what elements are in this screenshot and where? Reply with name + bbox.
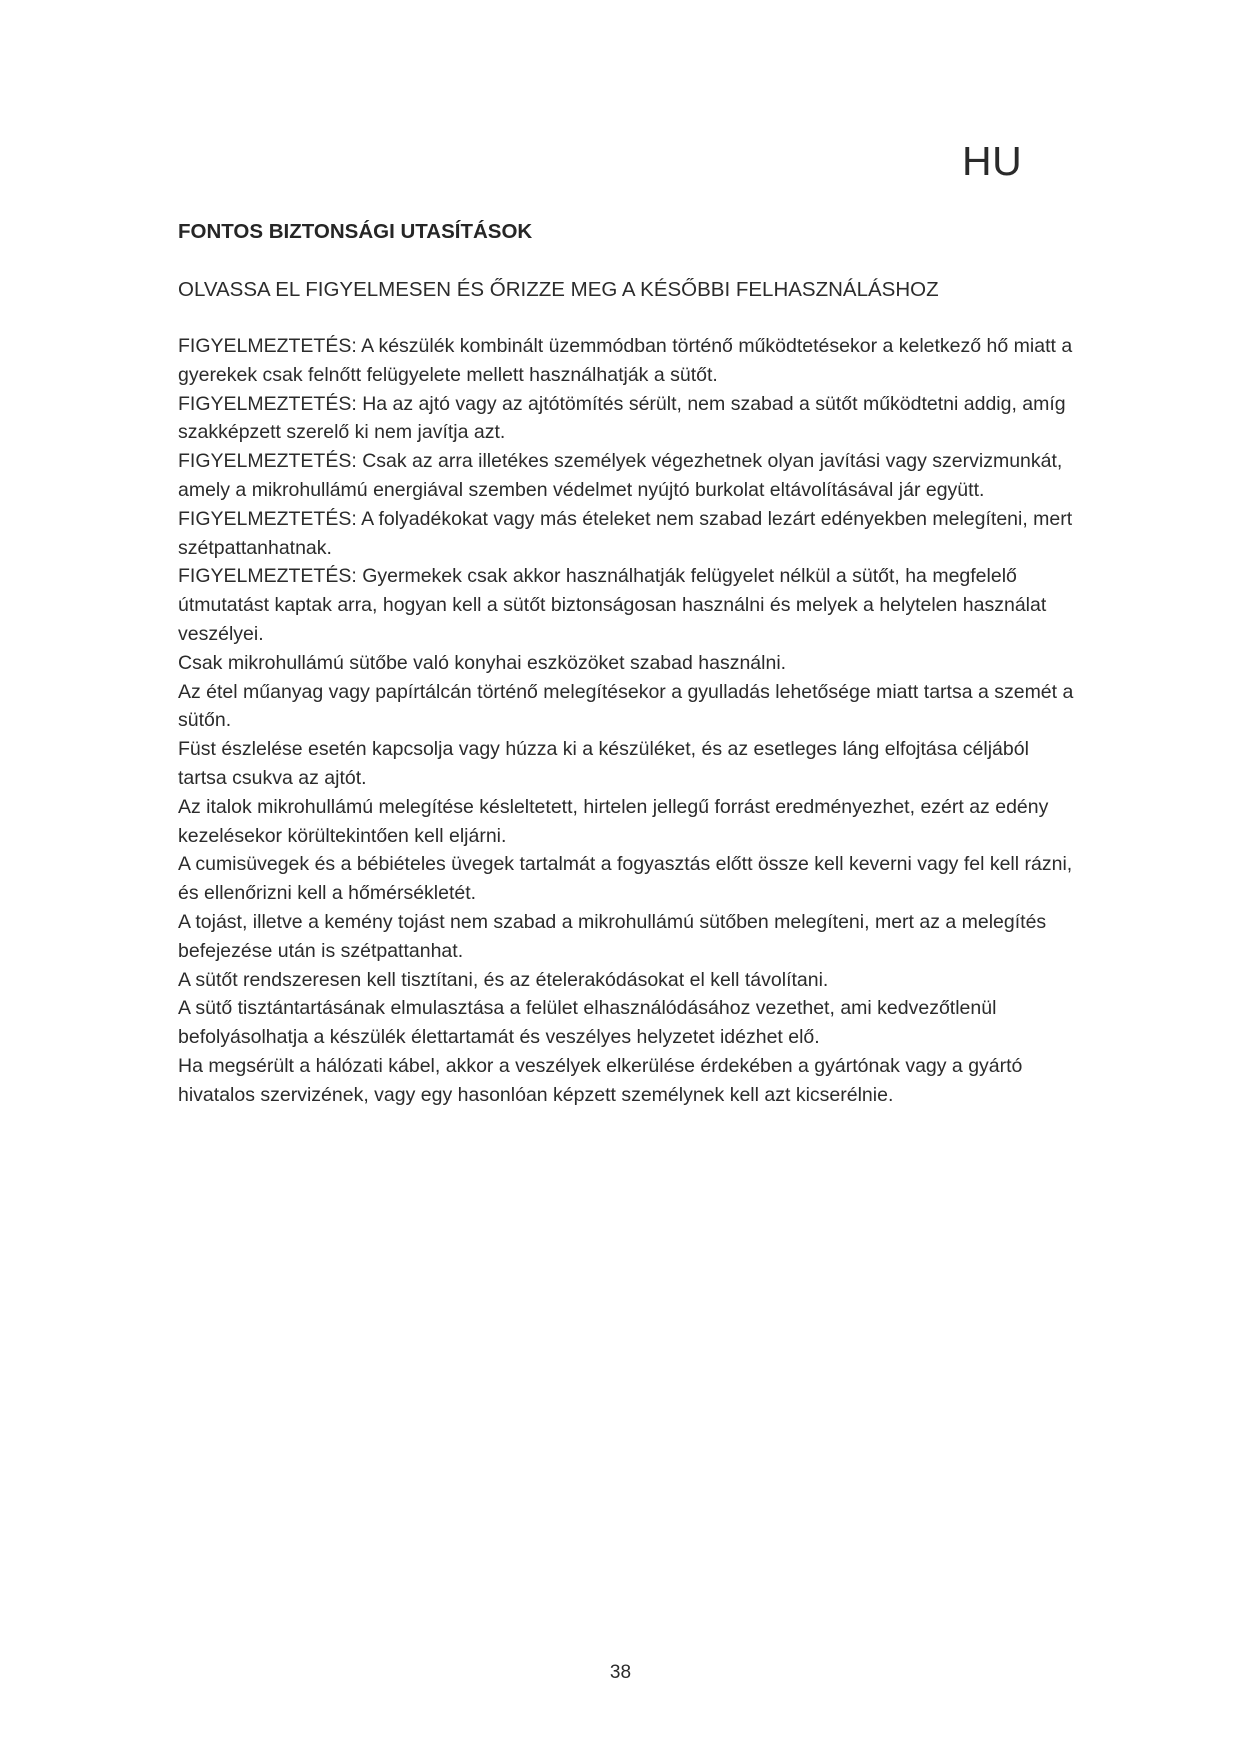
paragraph-damaged-cord: Ha megsérült a hálózati kábel, akkor a veszélyek elkerülése érdekében a gyártónak vagy a gyártó hivatalos szervizének, vagy egy hasonlóan képzett személynek kell azt kicserélnie. bbox=[178, 1054, 1023, 1106]
paragraph-warning-sealed-containers: FIGYELMEZTETÉS: A folyadékokat vagy más ételeket nem szabad lezárt edényekben melegíteni, mert szétpattanhatnak. bbox=[178, 507, 1073, 559]
paragraph-eggs: A tojást, illetve a kemény tojást nem szabad a mikrohullámú sütőben melegíteni, mert az a melegítés befejezése után is szétpattanhat. bbox=[178, 910, 1047, 962]
paragraph-warning-authorized-service: FIGYELMEZTETÉS: Csak az arra illetékes személyek végezhetnek olyan javítási vagy szervizmunkát, amely a mikrohullámú energiával szemben védelmet nyújtó burkolat eltávolításával jár együtt. bbox=[178, 450, 1063, 501]
document-subtitle: OLVASSA EL FIGYELMESEN ÉS ŐRIZZE MEG A KÉSŐBBI FELHASZNÁLÁSHOZ bbox=[178, 278, 939, 301]
page-number: 38 bbox=[609, 1662, 632, 1683]
paragraph-warning-children-combined-mode: FIGYELMEZTETÉS: A készülék kombinált üzemmódban történő működtetésekor a keletkező hő miatt a gyerekek csak felnőtt felügyelete mellett használhatják a sütőt. bbox=[178, 335, 1073, 386]
paragraph-plastic-paper-containers: Az étel műanyag vagy papírtálcán történő melegítésekor a gyulladás lehetősége miatt tartsa a szemét a sütőn. bbox=[178, 680, 1074, 732]
paragraph-clean-condition: A sütő tisztántartásának elmulasztása a felület elhasználódásához vezethet, ami kedvezőtlenül befolyásolhatja a készülék élettartamát és veszélyes helyzetet idézhet elő. bbox=[178, 997, 997, 1049]
document-title: FONTOS BIZTONSÁGI UTASÍTÁSOK bbox=[178, 220, 533, 243]
paragraph-microwave-safe-utensils: Csak mikrohullámú sütőbe való konyhai eszközöket szabad használni. bbox=[178, 651, 787, 674]
paragraph-smoke-emitted: Füst észlelése esetén kapcsolja vagy húzza ki a készüléket, és az esetleges láng elfojtása céljából tartsa csukva az ajtót. bbox=[178, 738, 1029, 789]
paragraph-regular-cleaning: A sütőt rendszeresen kell tisztítani, és az ételerakódásokat el kell távolítani. bbox=[178, 968, 829, 991]
paragraph-beverage-eruptive-boiling: Az italok mikrohullámú melegítése késleltetett, hirtelen jellegű forrást eredményezhet, ezért az edény kezelésekor körültekintően kell eljárni. bbox=[178, 795, 1049, 847]
paragraph-warning-children-unsupervised: FIGYELMEZTETÉS: Gyermekek csak akkor használhatják felügyelet nélkül a sütőt, ha megfelelő útmutatást kaptak arra, hogyan kell a sütőt biztonságosan használni és melyek a helytelen használat veszélyei. bbox=[178, 565, 1047, 645]
paragraph-baby-food-jars: A cumisüvegek és a bébiételes üvegek tartalmát a fogyasztás előtt össze kell keverni vagy fel kell rázni, és ellenőrizni kell a hőmérsékletét. bbox=[178, 853, 1073, 905]
document-body bbox=[178, 216, 1078, 1110]
paragraph-warning-damaged-door: FIGYELMEZTETÉS: Ha az ajtó vagy az ajtótömítés sérült, nem szabad a sütőt működtetni addig, amíg szakképzett szerelő ki nem javítja azt. bbox=[178, 392, 1066, 444]
language-code: HU bbox=[962, 138, 1023, 184]
